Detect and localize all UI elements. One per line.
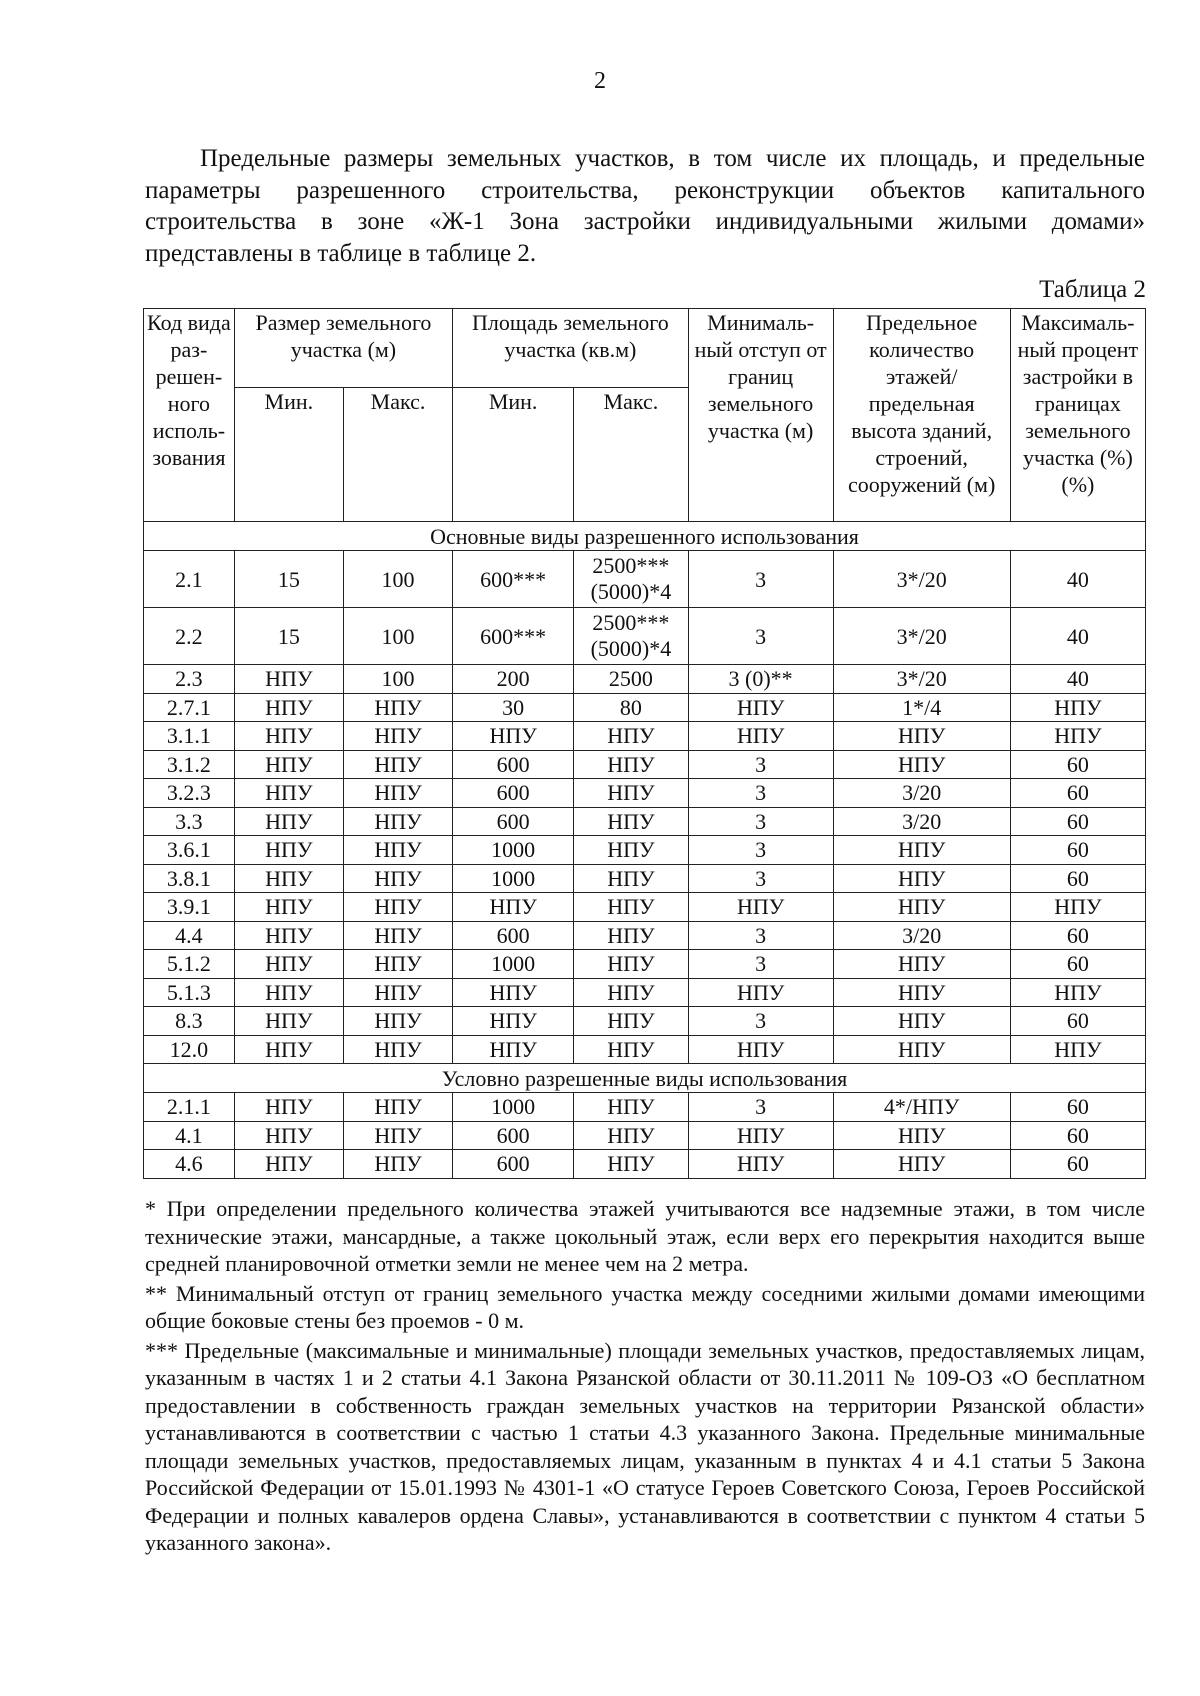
cell-setback: 3 — [688, 551, 833, 608]
cell-setback: НПУ — [688, 893, 833, 922]
cell-code: 2.1 — [144, 551, 235, 608]
cell-area-max: НПУ — [574, 921, 689, 950]
cell-coverage: 60 — [1010, 921, 1145, 950]
cell-coverage: 40 — [1010, 551, 1145, 608]
table-row — [144, 978, 1146, 1007]
cell-size-min: НПУ — [234, 1007, 343, 1036]
cell-coverage: НПУ — [1010, 1035, 1145, 1064]
cell-area-min: 600 — [453, 1150, 574, 1179]
table-row — [144, 921, 1146, 950]
cell-floors: НПУ — [833, 1007, 1010, 1036]
cell-code: 2.2 — [144, 608, 235, 665]
cell-size-max: НПУ — [343, 1035, 452, 1064]
cell-area-max: НПУ — [574, 1121, 689, 1150]
cell-code: 2.7.1 — [144, 693, 235, 722]
table-row — [144, 1007, 1146, 1036]
cell-setback: НПУ — [688, 1150, 833, 1179]
cell-coverage: 60 — [1010, 950, 1145, 979]
cell-area-min: 600*** — [453, 551, 574, 608]
cell-setback: 3 — [688, 608, 833, 665]
cell-size-min: НПУ — [234, 1150, 343, 1179]
cell-area-max: НПУ — [574, 807, 689, 836]
cell-area-min: 600 — [453, 921, 574, 950]
cell-area-max: НПУ — [574, 722, 689, 751]
table-row — [144, 807, 1146, 836]
cell-area-max: НПУ — [574, 1150, 689, 1179]
cell-size-max: НПУ — [343, 722, 452, 751]
cell-size-min: 15 — [234, 551, 343, 608]
cell-size-max: НПУ — [343, 921, 452, 950]
cell-floors: НПУ — [833, 836, 1010, 865]
cell-coverage: 60 — [1010, 864, 1145, 893]
table-row — [144, 893, 1146, 922]
header-area-max: Макс. — [574, 388, 689, 522]
footnote: * При определении предельного количества этажей учитываются все надземные этажи, в том числе технические этажи, мансардные, а также цокольный этаж, если верх его перекрытия находится выше средней планировочной отметки земли не менее чем на 2 метра. — [145, 1196, 1145, 1276]
cell-floors: НПУ — [833, 1121, 1010, 1150]
cell-coverage: 60 — [1010, 1121, 1145, 1150]
cell-area-min: НПУ — [453, 722, 574, 751]
cell-size-max: НПУ — [343, 750, 452, 779]
cell-setback: 3 — [688, 921, 833, 950]
cell-floors: НПУ — [833, 1035, 1010, 1064]
cell-size-max: НПУ — [343, 950, 452, 979]
cell-setback: НПУ — [688, 1121, 833, 1150]
table-row — [144, 1121, 1146, 1150]
cell-size-max: НПУ — [343, 807, 452, 836]
cell-code: 8.3 — [144, 1007, 235, 1036]
cell-floors: 3/20 — [833, 921, 1010, 950]
cell-area-max-line2: (5000)*4 — [590, 636, 672, 661]
cell-area-max-line2: (5000)*4 — [590, 579, 672, 604]
cell-area-max — [574, 608, 689, 665]
table-row — [144, 864, 1146, 893]
cell-floors: НПУ — [833, 722, 1010, 751]
cell-floors: НПУ — [833, 750, 1010, 779]
table-row — [144, 950, 1146, 979]
cell-setback: 3 — [688, 807, 833, 836]
page-number: 2 — [594, 68, 606, 94]
cell-code: 3.8.1 — [144, 864, 235, 893]
cell-area-max: 2500 — [574, 665, 689, 694]
cell-floors: 1*/4 — [833, 693, 1010, 722]
cell-floors: 3*/20 — [833, 608, 1010, 665]
cell-area-min: 1000 — [453, 836, 574, 865]
cell-size-min: НПУ — [234, 693, 343, 722]
cell-area-min: 600 — [453, 1121, 574, 1150]
cell-coverage: 40 — [1010, 608, 1145, 665]
cell-size-max: НПУ — [343, 978, 452, 1007]
cell-size-min: НПУ — [234, 1035, 343, 1064]
cell-floors: НПУ — [833, 1150, 1010, 1179]
cell-size-max: НПУ — [343, 1121, 452, 1150]
cell-area-max-line1: 2500*** — [592, 553, 670, 578]
cell-size-min: 15 — [234, 608, 343, 665]
cell-size-min: НПУ — [234, 1093, 343, 1122]
cell-setback: НПУ — [688, 1035, 833, 1064]
cell-coverage: НПУ — [1010, 893, 1145, 922]
cell-area-max: НПУ — [574, 950, 689, 979]
cell-coverage: 40 — [1010, 665, 1145, 694]
cell-area-min: 200 — [453, 665, 574, 694]
table-row — [144, 551, 1146, 608]
cell-floors: НПУ — [833, 950, 1010, 979]
cell-code: 12.0 — [144, 1035, 235, 1064]
cell-size-min: НПУ — [234, 1121, 343, 1150]
cell-area-max: НПУ — [574, 978, 689, 1007]
cell-code: 3.9.1 — [144, 893, 235, 922]
cell-area-max: НПУ — [574, 1093, 689, 1122]
cell-setback: НПУ — [688, 722, 833, 751]
table-caption: Таблица 2 — [1039, 276, 1146, 303]
cell-area-min: 1000 — [453, 950, 574, 979]
cell-size-min: НПУ — [234, 836, 343, 865]
cell-setback: 3 — [688, 836, 833, 865]
footnote: ** Минимальный отступ от границ земельного участка между соседними жилыми домами имеющими общие боковые стены без проемов - 0 м. — [145, 1280, 1145, 1333]
intro-paragraph: Предельные размеры земельных участков, в том числе их площадь, и предельные параметры разрешенного строительства, реконструкции объектов капитального строительства в зоне «Ж-1 Зона застройки индивидуальными жилыми домами» представлены в таблице в таблице 2. — [145, 145, 1145, 267]
cell-coverage: 60 — [1010, 836, 1145, 865]
section-main: Основные виды разрешенного использования — [144, 522, 1146, 551]
cell-coverage: 60 — [1010, 1150, 1145, 1179]
cell-setback: 3 — [688, 1093, 833, 1122]
cell-size-min: НПУ — [234, 864, 343, 893]
footnotes — [145, 1195, 1145, 1559]
cell-size-min: НПУ — [234, 722, 343, 751]
cell-floors: 3/20 — [833, 807, 1010, 836]
cell-area-max: НПУ — [574, 864, 689, 893]
cell-size-min: НПУ — [234, 950, 343, 979]
section-conditional: Условно разрешенные виды использования — [144, 1064, 1146, 1093]
cell-size-max: 100 — [343, 551, 452, 608]
cell-area-max: 80 — [574, 693, 689, 722]
cell-area-max: НПУ — [574, 779, 689, 808]
cell-size-max: 100 — [343, 608, 452, 665]
header-area: Площадь земельного участка (кв.м) — [453, 309, 689, 388]
table-row — [144, 722, 1146, 751]
cell-size-min: НПУ — [234, 779, 343, 808]
cell-area-min: НПУ — [453, 1007, 574, 1036]
cell-size-min: НПУ — [234, 807, 343, 836]
cell-code: 4.4 — [144, 921, 235, 950]
cell-size-max: НПУ — [343, 893, 452, 922]
header-size: Размер земельного участка (м) — [234, 309, 452, 388]
table-row — [144, 608, 1146, 665]
cell-area-min: 600 — [453, 750, 574, 779]
cell-area-min: НПУ — [453, 893, 574, 922]
cell-code: 3.1.1 — [144, 722, 235, 751]
cell-code: 5.1.3 — [144, 978, 235, 1007]
cell-area-max: НПУ — [574, 836, 689, 865]
header-size-max: Макс. — [343, 388, 452, 522]
table-row — [144, 750, 1146, 779]
table-row — [144, 1093, 1146, 1122]
cell-coverage: НПУ — [1010, 722, 1145, 751]
cell-size-min: НПУ — [234, 665, 343, 694]
cell-area-min: 600 — [453, 779, 574, 808]
cell-coverage: 60 — [1010, 807, 1145, 836]
cell-size-min: НПУ — [234, 978, 343, 1007]
cell-code: 4.1 — [144, 1121, 235, 1150]
cell-setback: 3 — [688, 750, 833, 779]
cell-area-min: 1000 — [453, 864, 574, 893]
cell-code: 5.1.2 — [144, 950, 235, 979]
cell-size-max: НПУ — [343, 836, 452, 865]
cell-area-min: 1000 — [453, 1093, 574, 1122]
limits-table — [143, 308, 1146, 1179]
cell-coverage: 60 — [1010, 779, 1145, 808]
table-row — [144, 779, 1146, 808]
cell-code: 2.3 — [144, 665, 235, 694]
footnote: *** Предельные (максимальные и минимальные) площади земельных участков, предоставляемых лицам, указанным в частях 1 и 2 статьи 4.1 Закона Рязанской области от 30.11.2011 № 109-ОЗ «О бесплатном предоставлении в собственность граждан земельных участков на территории Рязанской области» устанавливаются в соответствии с частью 1 статьи 4.3 указанного Закона. Предельные минимальные площади земельных участков, предоставляемых лицам, указанным в пунктах 4 и 4.1 статьи 5 Закона Российской Федерации от 15.01.1993 № 4301-1 «О статусе Героев Советского Союза, Героев Российской Федерации и полных кавалеров ордена Славы», устанавливаются в соответствии с пунктом 4 статьи 5 указанного закона». — [145, 1337, 1145, 1555]
table-row — [144, 1035, 1146, 1064]
cell-size-min: НПУ — [234, 921, 343, 950]
cell-area-max: НПУ — [574, 893, 689, 922]
cell-area-min: НПУ — [453, 1035, 574, 1064]
cell-setback: 3 — [688, 864, 833, 893]
cell-floors: 3*/20 — [833, 665, 1010, 694]
cell-code: 2.1.1 — [144, 1093, 235, 1122]
header-floors: Предельное количество этажей/ предельная высота зданий, строений, сооружений (м) — [833, 309, 1010, 522]
cell-area-max: НПУ — [574, 1007, 689, 1036]
cell-setback: НПУ — [688, 978, 833, 1007]
cell-coverage: 60 — [1010, 1093, 1145, 1122]
cell-setback: 3 — [688, 1007, 833, 1036]
cell-coverage: 60 — [1010, 750, 1145, 779]
cell-setback: 3 (0)** — [688, 665, 833, 694]
cell-size-max: НПУ — [343, 864, 452, 893]
table-row — [144, 1150, 1146, 1179]
cell-size-min: НПУ — [234, 750, 343, 779]
cell-floors: 3*/20 — [833, 551, 1010, 608]
cell-area-min: 30 — [453, 693, 574, 722]
cell-size-max: 100 — [343, 665, 452, 694]
cell-floors: НПУ — [833, 893, 1010, 922]
header-size-min: Мин. — [234, 388, 343, 522]
cell-size-max: НПУ — [343, 693, 452, 722]
cell-floors: 3/20 — [833, 779, 1010, 808]
header-area-min: Мин. — [453, 388, 574, 522]
cell-size-max: НПУ — [343, 1150, 452, 1179]
header-code: Код вида раз-решен-ного исполь-зования — [144, 309, 235, 522]
table-row — [144, 665, 1146, 694]
cell-size-min: НПУ — [234, 893, 343, 922]
cell-code: 3.1.2 — [144, 750, 235, 779]
cell-code: 3.3 — [144, 807, 235, 836]
table-row — [144, 836, 1146, 865]
cell-coverage: 60 — [1010, 1007, 1145, 1036]
cell-area-max: НПУ — [574, 1035, 689, 1064]
cell-setback: НПУ — [688, 693, 833, 722]
cell-size-max: НПУ — [343, 1007, 452, 1036]
cell-area-min: 600 — [453, 807, 574, 836]
cell-code: 4.6 — [144, 1150, 235, 1179]
cell-area-min: 600*** — [453, 608, 574, 665]
cell-coverage: НПУ — [1010, 693, 1145, 722]
cell-floors: НПУ — [833, 864, 1010, 893]
cell-code: 3.2.3 — [144, 779, 235, 808]
table-row — [144, 693, 1146, 722]
cell-area-max: НПУ — [574, 750, 689, 779]
cell-floors: НПУ — [833, 978, 1010, 1007]
cell-area-max-line1: 2500*** — [592, 610, 670, 635]
cell-area-max — [574, 551, 689, 608]
header-setback: Минималь-ный отступ от границ земельного участка (м) — [688, 309, 833, 522]
cell-setback: 3 — [688, 950, 833, 979]
cell-area-min: НПУ — [453, 978, 574, 1007]
cell-floors: 4*/НПУ — [833, 1093, 1010, 1122]
cell-size-max: НПУ — [343, 1093, 452, 1122]
header-coverage: Максималь-ный процент застройки в границах земельного участка (%) (%) — [1010, 309, 1145, 522]
cell-setback: 3 — [688, 779, 833, 808]
cell-coverage: НПУ — [1010, 978, 1145, 1007]
cell-code: 3.6.1 — [144, 836, 235, 865]
cell-size-max: НПУ — [343, 779, 452, 808]
